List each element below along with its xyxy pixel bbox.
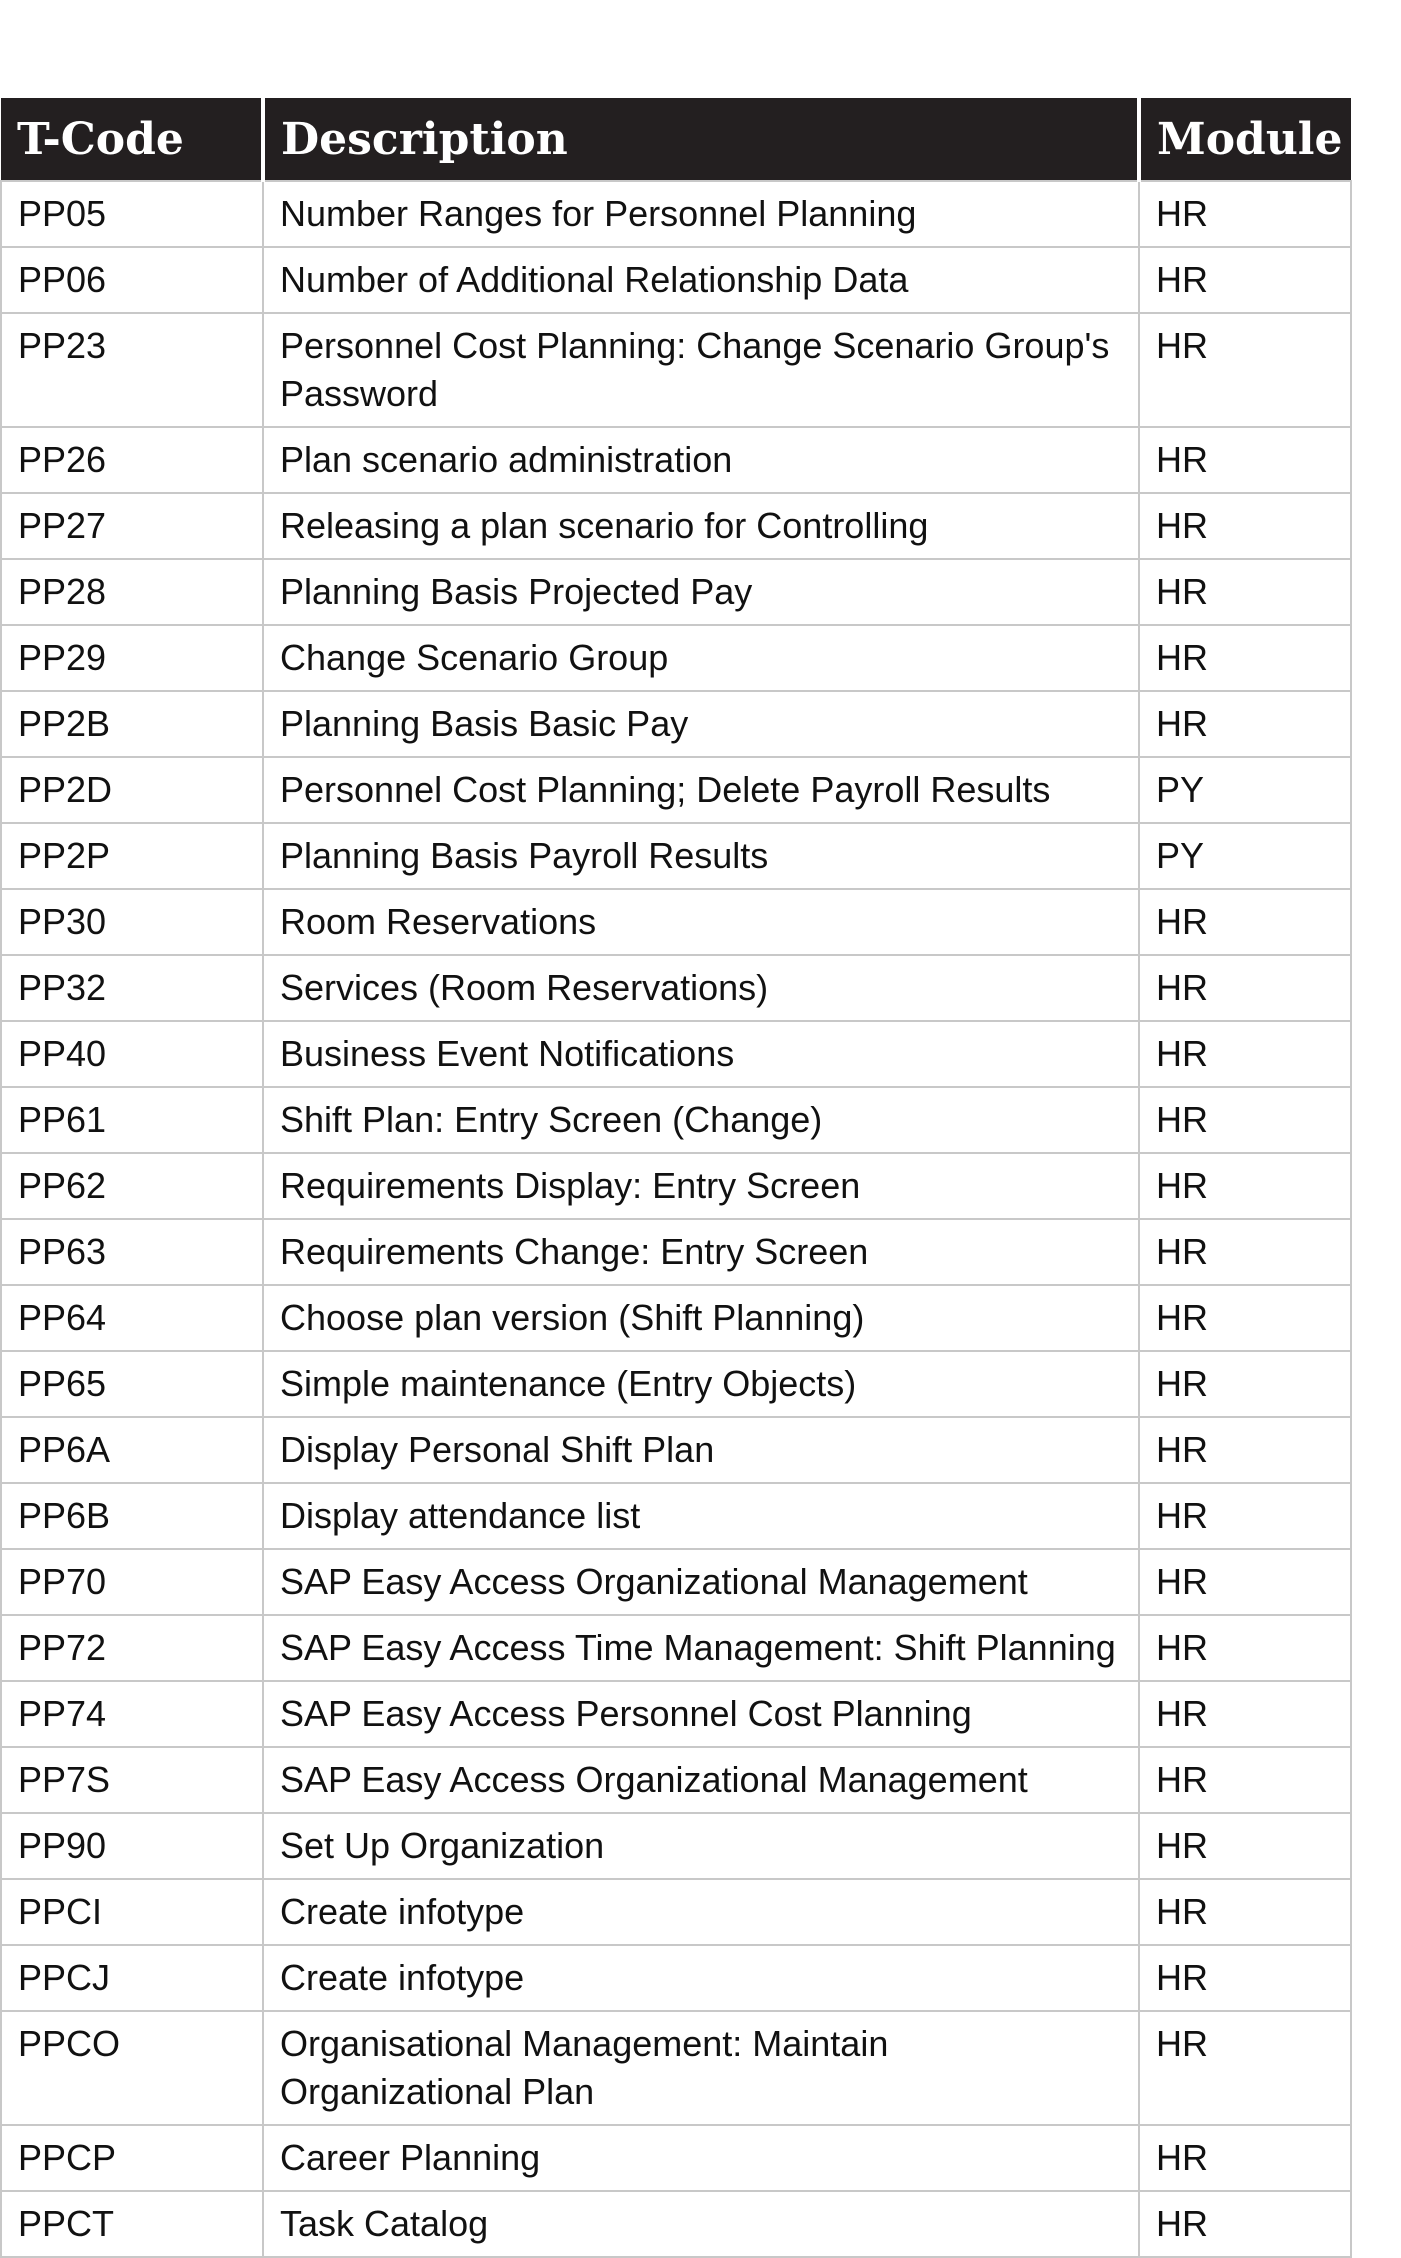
description-cell: Change Scenario Group xyxy=(263,625,1139,691)
table-row xyxy=(1,1021,1351,1087)
description-cell: SAP Easy Access Time Management: Shift Planning xyxy=(263,1615,1139,1681)
module-cell: HR xyxy=(1139,889,1351,955)
header-module: Module xyxy=(1139,98,1351,181)
module-cell: HR xyxy=(1139,1087,1351,1153)
tcode-cell: PP63 xyxy=(1,1219,263,1285)
tcode-cell: PP2D xyxy=(1,757,263,823)
module-cell: HR xyxy=(1139,1021,1351,1087)
tcode-cell: PP74 xyxy=(1,1681,263,1747)
table-row xyxy=(1,757,1351,823)
description-cell: Organisational Management: Maintain Organizational Plan xyxy=(263,2011,1139,2125)
table-row xyxy=(1,955,1351,1021)
description-cell: Display Personal Shift Plan xyxy=(263,1417,1139,1483)
tcode-cell: PP64 xyxy=(1,1285,263,1351)
description-cell: SAP Easy Access Organizational Management xyxy=(263,1747,1139,1813)
tcode-cell: PP7S xyxy=(1,1747,263,1813)
table-row xyxy=(1,2125,1351,2191)
tcode-cell: PP40 xyxy=(1,1021,263,1087)
table-row xyxy=(1,427,1351,493)
tcode-cell: PP30 xyxy=(1,889,263,955)
header-description: Description xyxy=(263,98,1139,181)
tcode-cell: PP65 xyxy=(1,1351,263,1417)
description-cell: Business Event Notifications xyxy=(263,1021,1139,1087)
tcode-cell: PP29 xyxy=(1,625,263,691)
description-cell: SAP Easy Access Organizational Management xyxy=(263,1549,1139,1615)
table-row xyxy=(1,1351,1351,1417)
tcode-cell: PP6B xyxy=(1,1483,263,1549)
tcode-cell: PP05 xyxy=(1,181,263,247)
table-row xyxy=(1,1813,1351,1879)
tcode-cell: PP61 xyxy=(1,1087,263,1153)
module-cell: HR xyxy=(1139,427,1351,493)
module-cell: HR xyxy=(1139,2011,1351,2125)
module-cell: HR xyxy=(1139,1351,1351,1417)
table-row xyxy=(1,559,1351,625)
tcode-cell: PP2B xyxy=(1,691,263,757)
tcode-cell: PPCP xyxy=(1,2125,263,2191)
description-cell: Planning Basis Payroll Results xyxy=(263,823,1139,889)
description-cell: SAP Easy Access Personnel Cost Planning xyxy=(263,1681,1139,1747)
tcode-cell: PP72 xyxy=(1,1615,263,1681)
header-row xyxy=(1,98,1351,181)
table-header xyxy=(1,98,1351,181)
description-cell: Planning Basis Basic Pay xyxy=(263,691,1139,757)
table-row xyxy=(1,823,1351,889)
module-cell: PY xyxy=(1139,823,1351,889)
tcode-cell: PP06 xyxy=(1,247,263,313)
table-row xyxy=(1,1483,1351,1549)
table-row xyxy=(1,691,1351,757)
header-tcode: T-Code xyxy=(1,98,263,181)
description-cell: Plan scenario administration xyxy=(263,427,1139,493)
description-cell: Career Planning xyxy=(263,2125,1139,2191)
module-cell: HR xyxy=(1139,2191,1351,2257)
tcode-cell: PP27 xyxy=(1,493,263,559)
module-cell: HR xyxy=(1139,2125,1351,2191)
module-cell: HR xyxy=(1139,1945,1351,2011)
module-cell: HR xyxy=(1139,1153,1351,1219)
module-cell: HR xyxy=(1139,1615,1351,1681)
tcode-cell: PPCI xyxy=(1,1879,263,1945)
tcode-cell: PP6A xyxy=(1,1417,263,1483)
table-row xyxy=(1,1219,1351,1285)
tcode-cell: PP26 xyxy=(1,427,263,493)
module-cell: HR xyxy=(1139,1285,1351,1351)
tcode-cell: PP62 xyxy=(1,1153,263,1219)
module-cell: HR xyxy=(1139,691,1351,757)
module-cell: HR xyxy=(1139,1417,1351,1483)
description-cell: Room Reservations xyxy=(263,889,1139,955)
tcode-table-container xyxy=(0,98,1350,2258)
table-row xyxy=(1,1549,1351,1615)
module-cell: PY xyxy=(1139,757,1351,823)
table-row xyxy=(1,1417,1351,1483)
description-cell: Planning Basis Projected Pay xyxy=(263,559,1139,625)
description-cell: Personnel Cost Planning; Delete Payroll Results xyxy=(263,757,1139,823)
tcode-cell: PP90 xyxy=(1,1813,263,1879)
table-body xyxy=(1,181,1351,2257)
table-row xyxy=(1,1747,1351,1813)
table-row xyxy=(1,493,1351,559)
tcode-cell: PP32 xyxy=(1,955,263,1021)
module-cell: HR xyxy=(1139,1681,1351,1747)
module-cell: HR xyxy=(1139,493,1351,559)
description-cell: Number of Additional Relationship Data xyxy=(263,247,1139,313)
description-cell: Services (Room Reservations) xyxy=(263,955,1139,1021)
description-cell: Simple maintenance (Entry Objects) xyxy=(263,1351,1139,1417)
description-cell: Personnel Cost Planning: Change Scenario Group's Password xyxy=(263,313,1139,427)
table-row xyxy=(1,1285,1351,1351)
description-cell: Shift Plan: Entry Screen (Change) xyxy=(263,1087,1139,1153)
table-row xyxy=(1,181,1351,247)
description-cell: Number Ranges for Personnel Planning xyxy=(263,181,1139,247)
table-row xyxy=(1,313,1351,427)
table-row xyxy=(1,625,1351,691)
description-cell: Choose plan version (Shift Planning) xyxy=(263,1285,1139,1351)
tcode-cell: PP2P xyxy=(1,823,263,889)
table-row xyxy=(1,2011,1351,2125)
description-cell: Requirements Display: Entry Screen xyxy=(263,1153,1139,1219)
tcode-cell: PPCT xyxy=(1,2191,263,2257)
tcode-cell: PP28 xyxy=(1,559,263,625)
description-cell: Set Up Organization xyxy=(263,1813,1139,1879)
module-cell: HR xyxy=(1139,181,1351,247)
tcode-cell: PPCJ xyxy=(1,1945,263,2011)
description-cell: Create infotype xyxy=(263,1945,1139,2011)
tcode-table xyxy=(0,98,1352,2258)
tcode-cell: PP70 xyxy=(1,1549,263,1615)
description-cell: Requirements Change: Entry Screen xyxy=(263,1219,1139,1285)
description-cell: Task Catalog xyxy=(263,2191,1139,2257)
table-row xyxy=(1,1681,1351,1747)
description-cell: Releasing a plan scenario for Controlling xyxy=(263,493,1139,559)
table-row xyxy=(1,889,1351,955)
tcode-cell: PP23 xyxy=(1,313,263,427)
module-cell: HR xyxy=(1139,247,1351,313)
table-row xyxy=(1,1879,1351,1945)
module-cell: HR xyxy=(1139,625,1351,691)
module-cell: HR xyxy=(1139,955,1351,1021)
table-row xyxy=(1,1153,1351,1219)
module-cell: HR xyxy=(1139,1813,1351,1879)
module-cell: HR xyxy=(1139,1219,1351,1285)
table-row xyxy=(1,247,1351,313)
module-cell: HR xyxy=(1139,1483,1351,1549)
module-cell: HR xyxy=(1139,313,1351,427)
table-row xyxy=(1,1615,1351,1681)
tcode-cell: PPCO xyxy=(1,2011,263,2125)
table-row xyxy=(1,1087,1351,1153)
table-row xyxy=(1,2191,1351,2257)
description-cell: Create infotype xyxy=(263,1879,1139,1945)
table-row xyxy=(1,1945,1351,2011)
module-cell: HR xyxy=(1139,1549,1351,1615)
description-cell: Display attendance list xyxy=(263,1483,1139,1549)
module-cell: HR xyxy=(1139,1879,1351,1945)
module-cell: HR xyxy=(1139,559,1351,625)
module-cell: HR xyxy=(1139,1747,1351,1813)
